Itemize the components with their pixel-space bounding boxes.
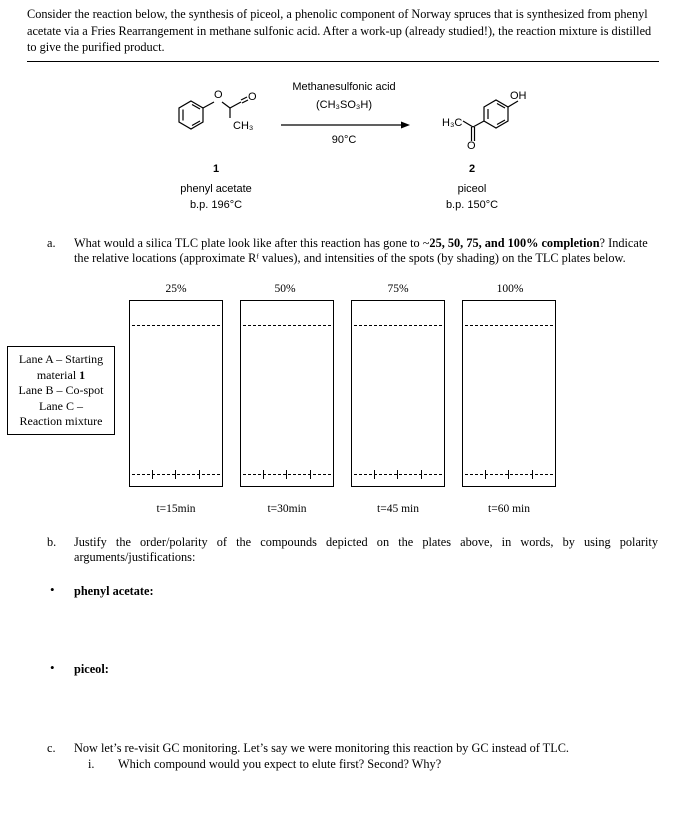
reactant-o2: O — [248, 91, 257, 103]
question-a-bold: 25, 50, 75, and 100% completion — [429, 236, 600, 250]
question-a-text — [74, 236, 664, 266]
lane-c-tick — [199, 470, 200, 479]
lane-b-tick — [175, 470, 176, 479]
product-number: 2 — [468, 163, 476, 175]
legend-line: Lane B – Co-spot — [18, 383, 104, 397]
time-label: t=60 min — [488, 503, 530, 515]
reactant-name: phenyl acetate — [180, 183, 252, 195]
lane-a-tick — [374, 470, 375, 479]
reagent-formula: (CH₃SO₃H) — [315, 99, 372, 111]
lane-c-tick — [310, 470, 311, 479]
percent-label: 100% — [496, 283, 524, 295]
solvent-front-line — [243, 325, 331, 326]
lane-b-tick — [286, 470, 287, 479]
reagent-name: Methanesulfonic acid — [292, 81, 396, 93]
bullet-phenyl-acetate: phenyl acetate: — [74, 584, 154, 598]
reactant-bp: b.p. 196°C — [189, 199, 243, 211]
reactant-o1: O — [214, 89, 223, 101]
tlc-plate-75[interactable] — [351, 300, 445, 487]
lane-b-tick — [508, 470, 509, 479]
lane-a-tick — [263, 470, 264, 479]
product-bp: b.p. 150°C — [445, 199, 499, 211]
percent-label: 25% — [165, 283, 187, 295]
time-label: t=45 min — [377, 503, 419, 515]
lane-a-tick — [485, 470, 486, 479]
tlc-plate-50[interactable] — [240, 300, 334, 487]
solvent-front-line — [465, 325, 553, 326]
lane-c-tick — [421, 470, 422, 479]
legend-line: Reaction mixture — [19, 414, 103, 428]
solvent-front-line — [354, 325, 442, 326]
product-oh: OH — [510, 90, 527, 102]
question-a-prefix: What would a silica TLC plate look like after this reaction has gone to ~ — [74, 236, 430, 250]
tlc-plate-100[interactable] — [462, 300, 556, 487]
legend-line-material: material 1 — [36, 367, 86, 382]
piceol-structure — [463, 100, 518, 141]
product-name: piceol — [457, 183, 487, 195]
question-a-suffix: ? — [599, 236, 606, 250]
product-h3c: H₃C — [442, 117, 463, 129]
question-b-letter: b. — [47, 535, 57, 549]
question-a-letter: a. — [47, 236, 56, 250]
reaction-temperature: 90°C — [331, 134, 357, 146]
legend-line: Lane C – — [39, 398, 83, 413]
question-c-text: Now let’s re-visit GC monitoring. Let’s say we were monitoring this reaction by GC instead of TLC. — [74, 741, 569, 755]
solvent-front-line — [132, 325, 220, 326]
bullet-piceol: piceol: — [74, 662, 109, 676]
lane-legend — [7, 346, 115, 435]
tlc-plate-25[interactable] — [129, 300, 223, 487]
bullet-dot: • — [50, 582, 55, 597]
reactant-number: 1 — [212, 163, 220, 175]
time-label: t=30min — [267, 503, 307, 515]
reactant-ch3: CH₃ — [233, 120, 254, 132]
product-o: O — [467, 140, 476, 152]
legend-line: Lane A – Starting — [18, 352, 104, 366]
percent-label: 50% — [274, 283, 296, 295]
question-c-letter: c. — [47, 741, 56, 755]
bullet-dot: • — [50, 660, 55, 675]
question-a-rest: Indicate the relative locations (approximate Rᶠ values), and intensities of the spots (by shading) on the TLC plates below. — [74, 236, 648, 265]
question-c-sub-text: Which compound would you expect to elute first? Second? Why? — [118, 757, 442, 771]
time-label: t=15min — [156, 503, 196, 515]
lane-b-tick — [397, 470, 398, 479]
question-b-text: Justify the order/polarity of the compounds depicted on the plates above, in words, by using polarity arguments/justifications: — [74, 535, 658, 564]
question-c-sub-letter: i. — [88, 757, 95, 771]
lane-a-tick — [152, 470, 153, 479]
reaction-scheme — [0, 0, 684, 230]
percent-label: 75% — [387, 283, 409, 295]
lane-c-tick — [532, 470, 533, 479]
legend-line — [8, 368, 114, 384]
intro-paragraph: Consider the reaction below, the synthesis of piceol, a phenolic component of Norway spruces that is synthesized from phenyl acetate via a Fries Rearrangement in methane sulfonic acid. After a work-up (already studied!), the reaction mixture is distilled to give the purified product. — [27, 7, 652, 54]
